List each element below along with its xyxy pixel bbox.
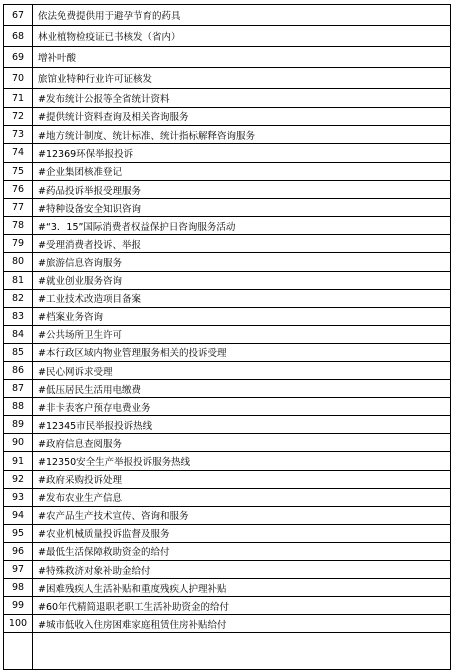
table-row (4, 162, 451, 180)
row-number: 85 (4, 343, 33, 361)
row-number: 91 (4, 452, 33, 470)
row-number: 73 (4, 125, 33, 143)
service-item-name: #低压居民生活用电缴费 (33, 380, 451, 398)
service-item-name: #旅游信息咨询服务 (33, 253, 451, 271)
table-row (4, 199, 451, 217)
table-row (4, 380, 451, 398)
table-row (4, 125, 451, 143)
service-item-name: #受理消费者投诉、举报 (33, 235, 451, 253)
service-item-name: #“3．15”国际消费者权益保护日咨询服务活动 (33, 217, 451, 235)
service-item-name: #困难残疾人生活补贴和重度残疾人护理补贴 (33, 579, 451, 597)
row-number: 67 (4, 5, 33, 26)
table-row (4, 180, 451, 198)
table-row (4, 452, 451, 470)
row-number: 77 (4, 199, 33, 217)
table-row (4, 542, 451, 560)
table-row (4, 416, 451, 434)
row-number: 97 (4, 561, 33, 579)
row-number: 71 (4, 89, 33, 107)
table-row (4, 26, 451, 47)
table-row (4, 434, 451, 452)
service-item-name: #提供统计资料查询及相关咨询服务 (33, 107, 451, 125)
table-row (4, 307, 451, 325)
table-row (4, 235, 451, 253)
row-number: 87 (4, 380, 33, 398)
service-item-name: #工业技术改造项目备案 (33, 289, 451, 307)
row-number: 93 (4, 488, 33, 506)
service-item-name: #就业创业服务咨询 (33, 271, 451, 289)
row-number: 79 (4, 235, 33, 253)
row-number: 83 (4, 307, 33, 325)
row-number: 68 (4, 26, 33, 47)
row-number: 99 (4, 597, 33, 615)
row-number: 92 (4, 470, 33, 488)
table-row (4, 107, 451, 125)
service-item-name: #档案业务咨询 (33, 307, 451, 325)
service-item-name: #特殊救济对象补助金给付 (33, 561, 451, 579)
row-number: 72 (4, 107, 33, 125)
service-item-name: #农产品生产技术宣传、咨询和服务 (33, 506, 451, 524)
service-item-name: #公共场所卫生许可 (33, 325, 451, 343)
table-row (4, 289, 451, 307)
service-item-name: #发布统计公报等全省统计资料 (33, 89, 451, 107)
table-row (4, 615, 451, 633)
row-number: 75 (4, 162, 33, 180)
service-item-name: #地方统计制度、统计标准、统计指标解释咨询服务 (33, 125, 451, 143)
table-row (4, 362, 451, 380)
row-number: 82 (4, 289, 33, 307)
service-item-name: #特种设备安全知识咨询 (33, 199, 451, 217)
row-number: 86 (4, 362, 33, 380)
table-row (4, 217, 451, 235)
row-number: 90 (4, 434, 33, 452)
table-body (4, 5, 451, 670)
service-item-name: #发布农业生产信息 (33, 488, 451, 506)
table-row (4, 488, 451, 506)
row-number: 98 (4, 579, 33, 597)
service-items-table (3, 4, 451, 670)
table-row (4, 561, 451, 579)
table-row (4, 398, 451, 416)
service-item-name: #12350安全生产举报投诉服务热线 (33, 452, 451, 470)
service-item-name: #企业集团核准登记 (33, 162, 451, 180)
table-row (4, 506, 451, 524)
service-item-name: #药品投诉举报受理服务 (33, 180, 451, 198)
table-row (4, 68, 451, 89)
row-number: 100 (4, 615, 33, 633)
service-item-name: #最低生活保障救助资金的给付 (33, 542, 451, 560)
service-item-name: #民心网诉求受理 (33, 362, 451, 380)
table-row (4, 253, 451, 271)
row-number: 80 (4, 253, 33, 271)
service-item-name: #本行政区域内物业管理服务相关的投诉受理 (33, 343, 451, 361)
row-number: 84 (4, 325, 33, 343)
row-number: 81 (4, 271, 33, 289)
service-item-name: 旅馆业特种行业许可证核发 (33, 68, 451, 89)
table-row (4, 633, 451, 670)
service-item-name: #农业机械质量投诉监督及服务 (33, 524, 451, 542)
service-item-name: #12369环保举报投诉 (33, 144, 451, 162)
service-item-name: 林业植物检疫证已书核发（省内） (33, 26, 451, 47)
table-row (4, 89, 451, 107)
row-number: 95 (4, 524, 33, 542)
table-row (4, 5, 451, 26)
table-row (4, 579, 451, 597)
row-number: 70 (4, 68, 33, 89)
service-item-name: #60年代精简退职老职工生活补助资金的给付 (33, 597, 451, 615)
row-number (4, 633, 33, 670)
table-row (4, 325, 451, 343)
table-row (4, 524, 451, 542)
service-item-name (33, 633, 451, 670)
table-row (4, 271, 451, 289)
row-number: 88 (4, 398, 33, 416)
service-item-name: 增补叶酸 (33, 47, 451, 68)
table-row (4, 597, 451, 615)
row-number: 78 (4, 217, 33, 235)
service-item-name: #城市低收入住房困难家庭租赁住房补贴给付 (33, 615, 451, 633)
row-number: 74 (4, 144, 33, 162)
service-item-name: #非卡表客户预存电费业务 (33, 398, 451, 416)
row-number: 96 (4, 542, 33, 560)
row-number: 94 (4, 506, 33, 524)
table-row (4, 144, 451, 162)
table-row (4, 470, 451, 488)
row-number: 69 (4, 47, 33, 68)
service-item-name: #政府采购投诉处理 (33, 470, 451, 488)
table-row (4, 47, 451, 68)
row-number: 89 (4, 416, 33, 434)
service-item-name: 依法免费提供用于避孕节育的药具 (33, 5, 451, 26)
row-number: 76 (4, 180, 33, 198)
service-item-name: #12345市民举报投诉热线 (33, 416, 451, 434)
table-row (4, 343, 451, 361)
service-item-name: #政府信息查阅服务 (33, 434, 451, 452)
